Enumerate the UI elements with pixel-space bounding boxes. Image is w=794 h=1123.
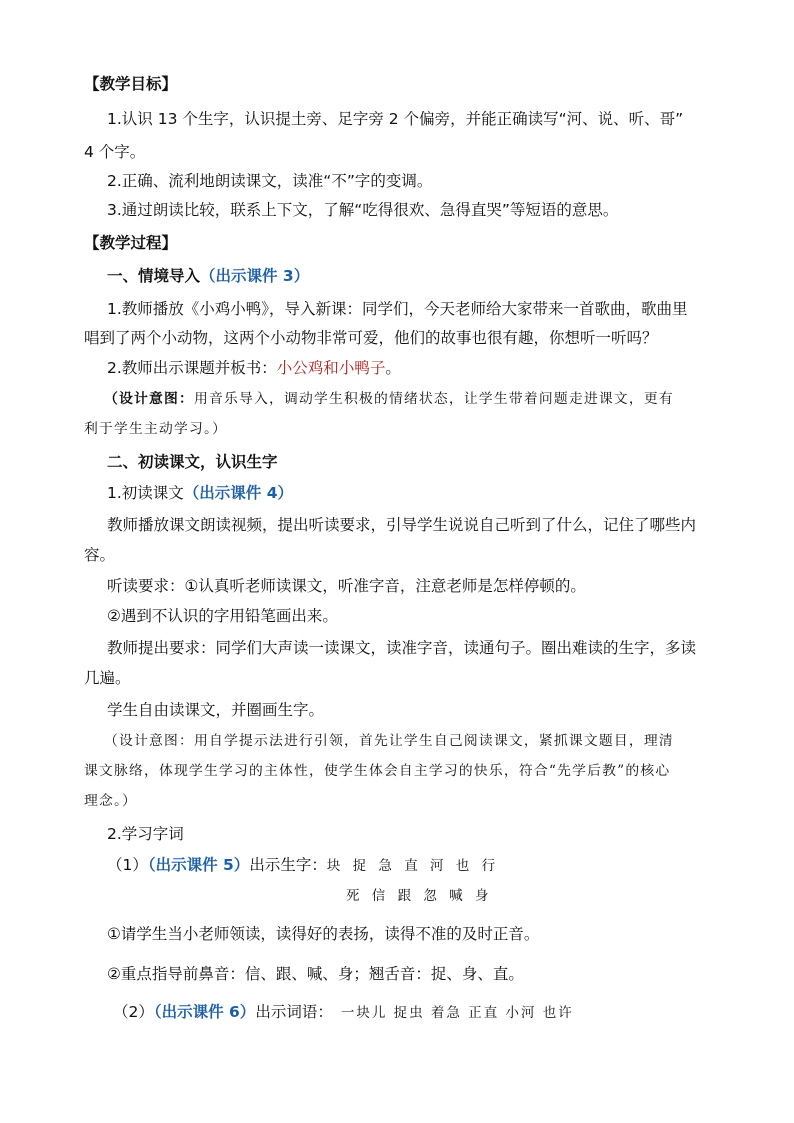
new-characters-row-2: 死 信 跟 忽 喊 身 — [346, 888, 493, 904]
item-1-instruction-2: ②重点指导前鼻音：信、跟、喊、身；翘舌音：捉、身、直。 — [107, 965, 524, 983]
heading-teaching-goals: 【教学目标】 — [84, 75, 178, 93]
item-1-number: （1） — [107, 856, 148, 874]
section-2-paragraph-4-line-1: 教师提出要求：同学们大声读一读课文，读准字音，读通句子。圈出难读的生字，多读 — [107, 639, 697, 657]
section-2-paragraph-1-line-2: 容。 — [84, 546, 116, 564]
goal-1-line-1: 1.认识 13 个生字，认识提土旁、足字旁 2 个偏旁，并能正确读写“河、说、听、哥” — [107, 110, 684, 128]
section-2-design-note-line-2: 课文脉络，体现学生学习的主体性，使学生体会自主学习的快乐，符合“先学后教”的核心 — [84, 763, 671, 779]
listening-requirement-1: 听读要求：①认真听老师读课文，听准字音，注意老师是怎样停顿的。 — [107, 577, 586, 595]
section-2-paragraph-1-line-1: 教师播放课文朗读视频，提出听读要求，引导学生说说自己听到了什么，记住了哪些内 — [107, 516, 697, 534]
new-words-list: 一块儿 捉虫 着急 正直 小河 也许 — [340, 1005, 574, 1021]
item-2-courseware-tag: （出示课件 6） — [153, 1003, 256, 1021]
section-2-paragraph-5: 学生自由读课文，并圈画生字。 — [107, 701, 325, 719]
board-writing-prefix: 2.教师出示课题并板书： — [107, 359, 277, 377]
item-2-number: （2） — [113, 1003, 154, 1021]
section-1-design-note-line-2: 利于学生主动学习。） — [84, 421, 228, 437]
board-writing-end: 。 — [385, 359, 401, 377]
section-1-design-note-line-1 — [104, 387, 674, 411]
section-2-title: 二、初读课文，认识生字 — [107, 453, 278, 471]
item-1-courseware-tag: （出示课件 5） — [147, 856, 250, 874]
section-1-heading — [107, 264, 309, 288]
item-2-text: 出示词语： — [255, 1003, 333, 1021]
section-2-paragraph-4-line-2: 几遍。 — [84, 669, 131, 687]
section-1-title: 一、情境导入 — [107, 267, 201, 285]
item-1-text: 出示生字： — [249, 856, 327, 874]
lesson-title-part-2: 小鸭子 — [338, 359, 386, 377]
subheading-1-text: 1.初读课文 — [107, 484, 184, 502]
heading-teaching-process: 【教学过程】 — [84, 234, 178, 252]
section-2-design-note-line-1: （设计意图：用自学提示法进行引领，首先让学生自己阅读课文，紧抓课文题目，理清 — [104, 733, 674, 749]
section-2-design-note-line-3: 理念。） — [84, 793, 138, 809]
section-2-subheading-2: 2.学习字词 — [107, 825, 184, 843]
new-characters-row-1: 块 捉 急 直 河 也 行 — [326, 858, 500, 874]
subheading-1-courseware-tag: （出示课件 4） — [183, 484, 293, 502]
goal-3: 3.通过朗读比较，联系上下文，了解“吃得很欢、急得直哭”等短语的意思。 — [107, 201, 619, 219]
design-intent-label: （设计意图： — [104, 391, 194, 407]
section-1-paragraph-2 — [107, 356, 401, 380]
lesson-title-part-1: 小公鸡和 — [276, 359, 339, 377]
design-intent-text: 用音乐导入，调动学生积极的情绪状态，让学生带着问题走进课文，更有 — [193, 391, 674, 407]
listening-requirement-2: ②遇到不认识的字用铅笔画出来。 — [107, 607, 338, 625]
goal-2: 2.正确、流利地朗读课文，读准“不”字的变调。 — [107, 172, 433, 190]
section-1-courseware-tag: （出示课件 3） — [200, 267, 310, 285]
item-1-instruction-1: ①请学生当小老师领读，读得好的表扬，读得不准的及时正音。 — [107, 925, 540, 943]
section-1-paragraph-1-line-1: 1.教师播放《小鸡小鸭》，导入新课：同学们，今天老师给大家带来一首歌曲，歌曲里 — [107, 300, 688, 318]
section-1-paragraph-1-line-2: 唱到了两个小动物，这两个小动物非常可爱，他们的故事也很有趣，你想听一听吗？ — [84, 329, 658, 347]
goal-1-line-2: 4 个字。 — [84, 143, 146, 161]
item-2-new-words — [113, 1000, 574, 1025]
item-1-new-characters — [107, 853, 499, 878]
section-2-subheading-1 — [107, 481, 293, 505]
